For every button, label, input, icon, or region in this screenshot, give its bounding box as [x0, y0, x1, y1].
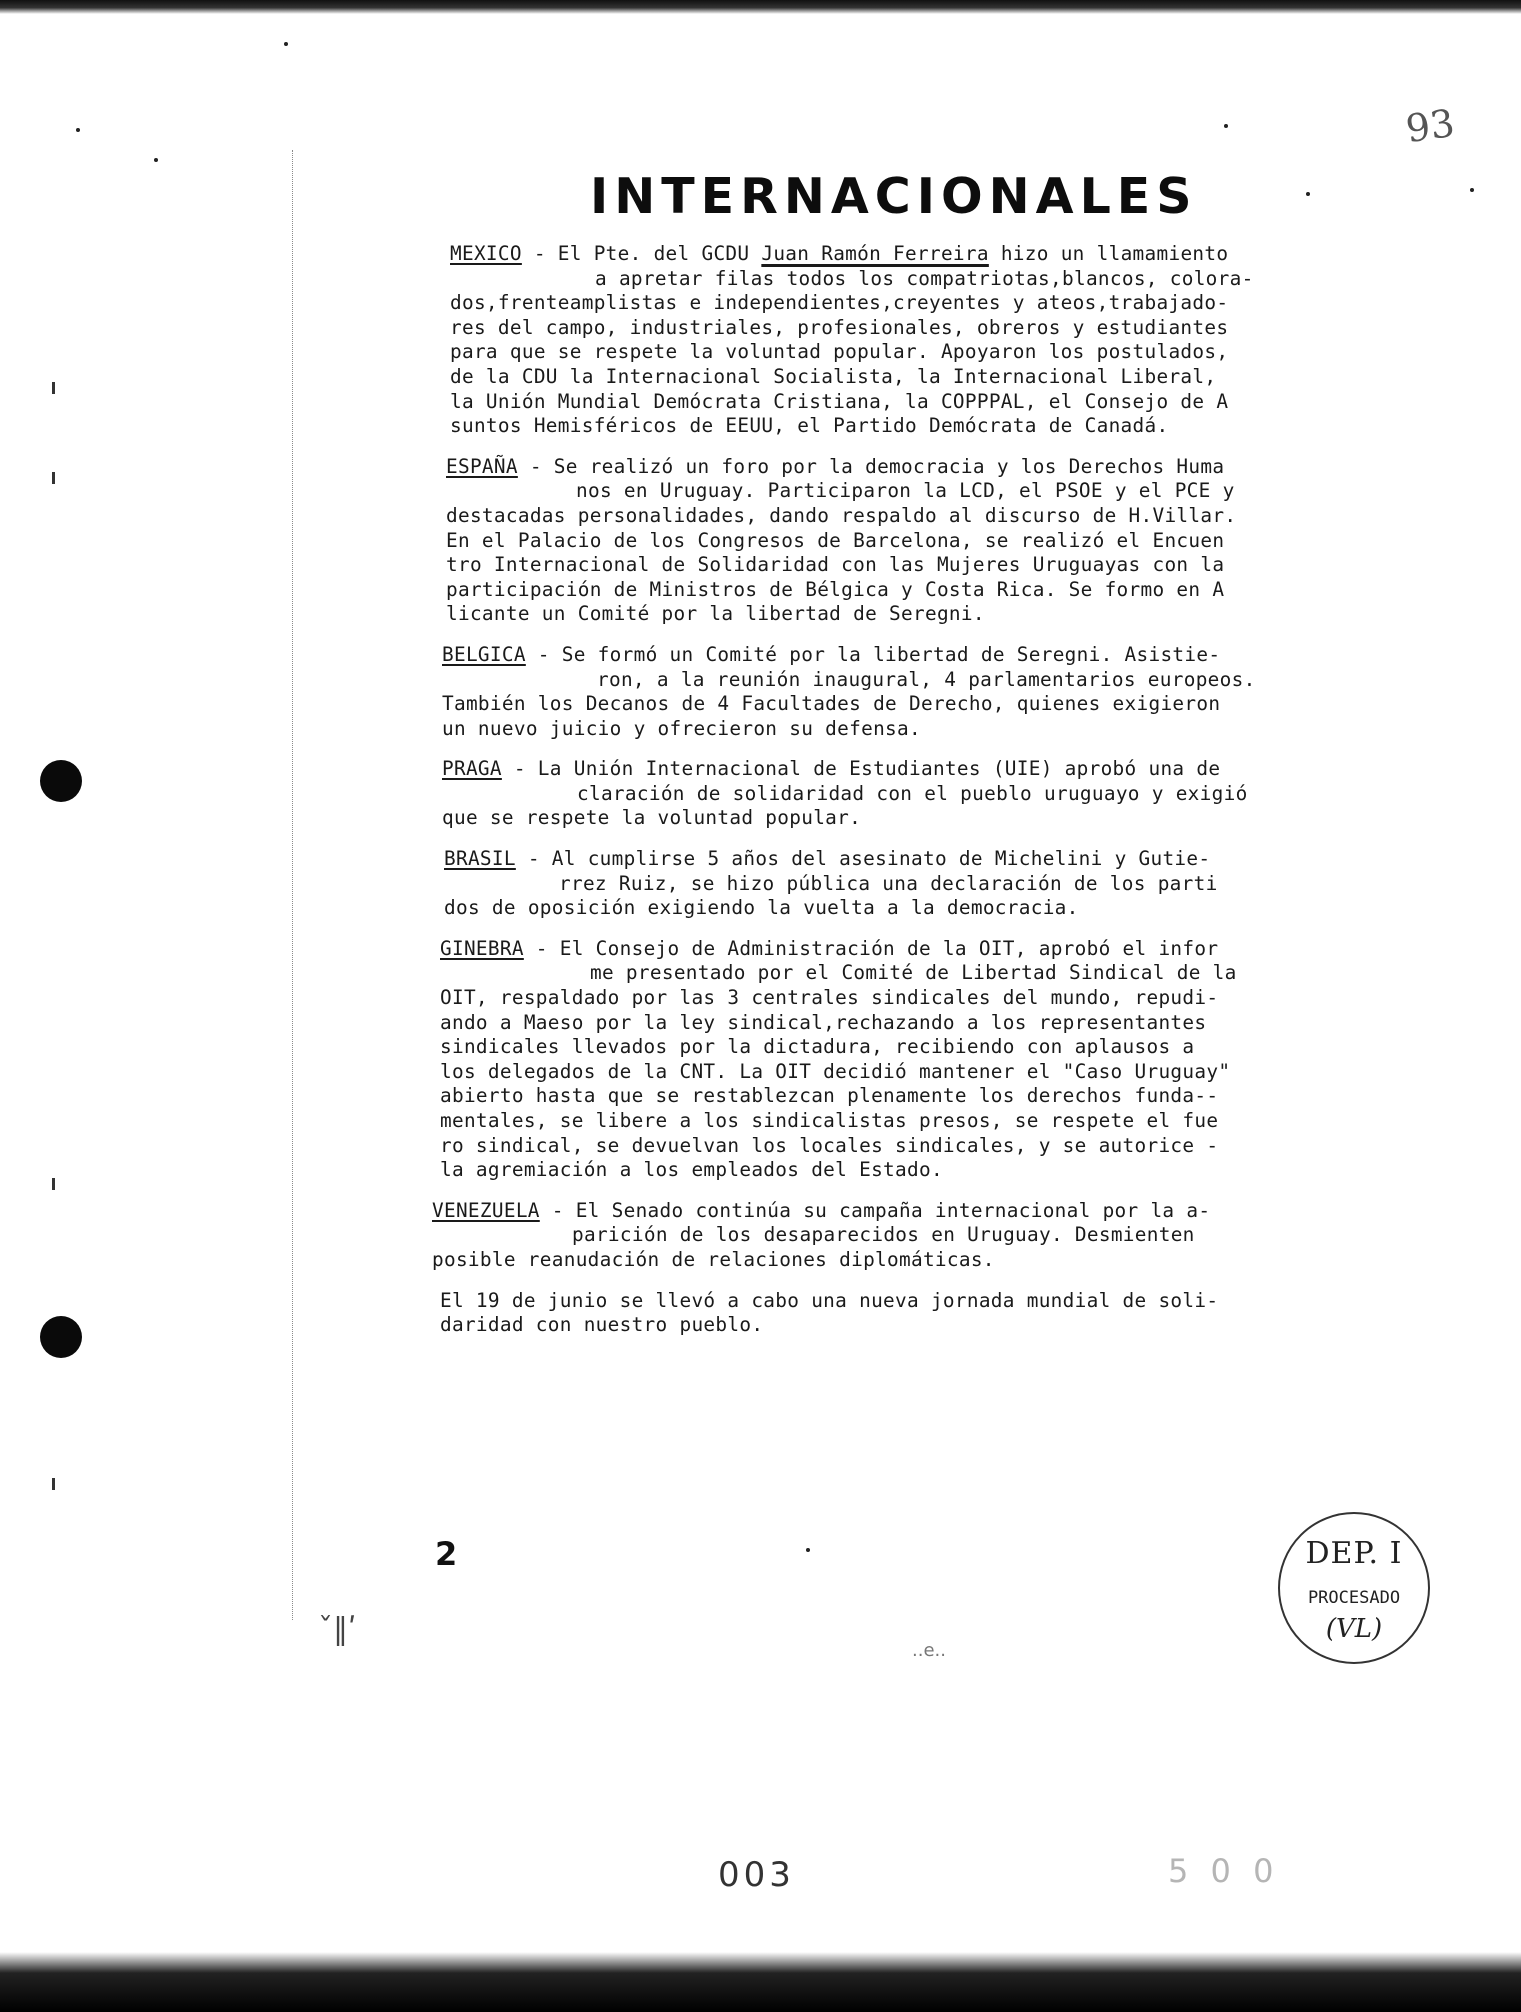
news-item [442, 757, 1410, 831]
text-line [440, 937, 1410, 962]
line-text: claración de solidaridad con el pueblo uruguayo y exigió [577, 781, 1248, 805]
line-text: los delegados de la CNT. La OIT decidió mantener el "Caso Uruguay" [440, 1059, 1231, 1083]
faint-mark-right: 5 0 0 [1168, 1852, 1280, 1890]
text-line [440, 1109, 1410, 1134]
line-text: hizo un llamamiento [988, 242, 1229, 265]
faint-mark-center: ..e.. [912, 1640, 946, 1661]
text-line [442, 757, 1410, 782]
text-line [446, 479, 1410, 504]
news-item [446, 455, 1410, 627]
text-line [432, 1223, 1410, 1248]
line-text: nos en Uruguay. Participaron la LCD, el PSOE y el PCE y [576, 479, 1235, 503]
text-line [440, 1035, 1410, 1060]
scan-top-edge [0, 0, 1521, 14]
underlined-name: Juan Ramón Ferreira [761, 242, 989, 265]
country-heading: VENEZUELA [432, 1198, 540, 1222]
text-line [450, 291, 1410, 316]
line-text: un nuevo juicio y ofrecieron su defensa. [442, 716, 921, 740]
country-heading: GINEBRA [440, 936, 524, 960]
line-text: - Se realizó un foro por la democracia y los Derechos Huma [517, 454, 1225, 478]
news-item [440, 1289, 1410, 1338]
line-text: OIT, respaldado por las 3 centrales sindicales del mundo, repudi- [440, 986, 1219, 1010]
text-line [440, 986, 1410, 1011]
news-item [440, 937, 1410, 1183]
line-text: - Se formó un Comité por la libertad de Seregni. Asistie- [525, 642, 1221, 666]
line-text: ron, a la reunión inaugural, 4 parlamentarios europeos. [597, 667, 1256, 691]
line-text: - Al cumplirse 5 años del asesinato de Michelini y Gutie- [515, 847, 1211, 871]
punch-hole-lower [40, 1316, 82, 1358]
line-text: para que se respete la voluntad popular. Apoyaron los postulados, [450, 340, 1229, 364]
line-text: abierto hasta que se restablezcan plenamente los derechos funda-- [440, 1084, 1219, 1108]
line-text: rrez Ruiz, se hizo pública una declaración de los parti [559, 871, 1218, 895]
line-text: me presentado por el Comité de Libertad Sindical de la [590, 961, 1237, 985]
folio-number: 003 [718, 1855, 795, 1895]
line-text: suntos Hemisféricos de EEUU, el Partido Demócrata de Canadá. [450, 414, 1169, 438]
stamp-department: DEP. I [1305, 1536, 1403, 1571]
line-text: licante un Comité por la libertad de Seregni. [446, 602, 985, 626]
line-text: También los Decanos de 4 Facultades de Derecho, quienes exigieron [442, 692, 1221, 716]
text-line [440, 961, 1410, 986]
text-line [440, 1158, 1410, 1183]
speck [154, 158, 158, 162]
line-text: dos de oposición exigiendo la vuelta a la democracia. [444, 896, 1079, 920]
line-text: mentales, se libere a los sindicalistas presos, se respete el fue [440, 1109, 1219, 1132]
line-text: - El Pte. del GCDU [521, 242, 762, 265]
margin-scribble: ˇ‖ʹ [318, 1612, 357, 1647]
text-line [450, 267, 1410, 292]
speck [1470, 188, 1474, 192]
country-heading: BELGICA [442, 642, 526, 666]
line-text: posible reanudación de relaciones diplomáticas. [432, 1247, 995, 1271]
page-number: 2 [435, 1535, 458, 1573]
text-line [444, 847, 1410, 872]
speck [1224, 124, 1228, 128]
scan-dash [52, 1478, 55, 1490]
line-text: parición de los desaparecidos en Uruguay. Desmienten [572, 1223, 1195, 1247]
line-text: la agremiación a los empleados del Estado. [440, 1158, 943, 1182]
text-line [442, 668, 1410, 693]
country-heading: PRAGA [442, 757, 502, 781]
news-item [432, 1199, 1410, 1273]
text-line [450, 390, 1410, 415]
line-text: dos,frenteamplistas e independientes,creyentes y ateos,trabajado- [450, 291, 1229, 315]
line-text: - El Consejo de Administración de la OIT, aprobó el infor [523, 936, 1219, 960]
text-line [440, 1289, 1410, 1314]
text-line [442, 643, 1410, 668]
page-fold-line [292, 150, 295, 1620]
text-line [446, 529, 1410, 554]
text-line [450, 242, 1410, 267]
line-text: En el Palacio de los Congresos de Barcelona, se realizó el Encuen [446, 528, 1225, 552]
text-line [446, 455, 1410, 480]
text-line [442, 692, 1410, 717]
line-text: - El Senado continúa su campaña internacional por la a- [539, 1198, 1211, 1222]
line-text: tro Internacional de Solidaridad con las Mujeres Uruguayas con la [446, 553, 1225, 577]
line-text: ro sindical, se devuelvan los locales sindicales, y se autorice - [440, 1133, 1219, 1157]
punch-hole-upper [40, 760, 82, 802]
text-line [450, 365, 1410, 390]
page-title: INTERNACIONALES [590, 168, 1198, 225]
text-line [444, 872, 1410, 897]
text-line [432, 1199, 1410, 1224]
text-line [440, 1084, 1410, 1109]
line-text: sindicales llevados por la dictadura, recibiendo con aplausos a [440, 1035, 1195, 1059]
text-line [440, 1313, 1410, 1338]
country-heading: ESPAÑA [446, 454, 518, 478]
text-line [432, 1248, 1410, 1273]
speck [76, 128, 80, 132]
text-line [442, 717, 1410, 742]
news-item [442, 643, 1410, 741]
text-line [440, 1134, 1410, 1159]
speck [1306, 192, 1310, 196]
scan-dash [52, 1178, 55, 1190]
line-text: la Unión Mundial Demócrata Cristiana, la COPPPAL, el Consejo de A [450, 389, 1229, 413]
text-line [440, 1011, 1410, 1036]
text-line [442, 806, 1410, 831]
text-line [442, 782, 1410, 807]
text-line [446, 553, 1410, 578]
line-text: ando a Maeso por la ley sindical,rechazando a los representantes [440, 1010, 1207, 1034]
scan-dash [52, 382, 55, 394]
line-text: destacadas personalidades, dando respaldo al discurso de H.Villar. [446, 503, 1237, 527]
text-line [450, 414, 1410, 439]
text-line [450, 316, 1410, 341]
scan-bottom-edge [0, 1952, 1521, 2012]
corner-mark: 93 [1403, 100, 1458, 152]
line-text: participación de Ministros de Bélgica y Costa Rica. Se formo en A [446, 577, 1225, 601]
text-line [440, 1060, 1410, 1085]
line-text: que se respete la voluntad popular. [442, 806, 862, 830]
country-heading: MEXICO [450, 242, 522, 265]
text-line [446, 602, 1410, 627]
line-text: El 19 de junio se llevó a cabo una nueva jornada mundial de soli- [440, 1288, 1219, 1312]
line-text: res del campo, industriales, profesionales, obreros y estudiantes [450, 315, 1229, 339]
line-text: daridad con nuestro pueblo. [440, 1313, 764, 1337]
text-line [446, 504, 1410, 529]
news-item [444, 847, 1410, 921]
line-text: a apretar filas todos los compatriotas,blancos, colora- [595, 266, 1254, 290]
speck [284, 42, 288, 46]
line-text: de la CDU la Internacional Socialista, la Internacional Liberal, [450, 364, 1217, 388]
text-line [444, 896, 1410, 921]
speck [806, 1548, 810, 1552]
text-line [450, 340, 1410, 365]
stamp-processed: PROCESADO [1307, 1588, 1401, 1608]
article-body [432, 242, 1410, 1354]
department-stamp [1278, 1512, 1430, 1664]
country-heading: BRASIL [444, 847, 516, 871]
scan-dash [52, 472, 55, 484]
text-line [446, 578, 1410, 603]
news-item [450, 242, 1410, 439]
stamp-initials: (VL) [1325, 1614, 1383, 1644]
line-text: - La Unión Internacional de Estudiantes (UIE) aprobó una de [501, 757, 1221, 781]
